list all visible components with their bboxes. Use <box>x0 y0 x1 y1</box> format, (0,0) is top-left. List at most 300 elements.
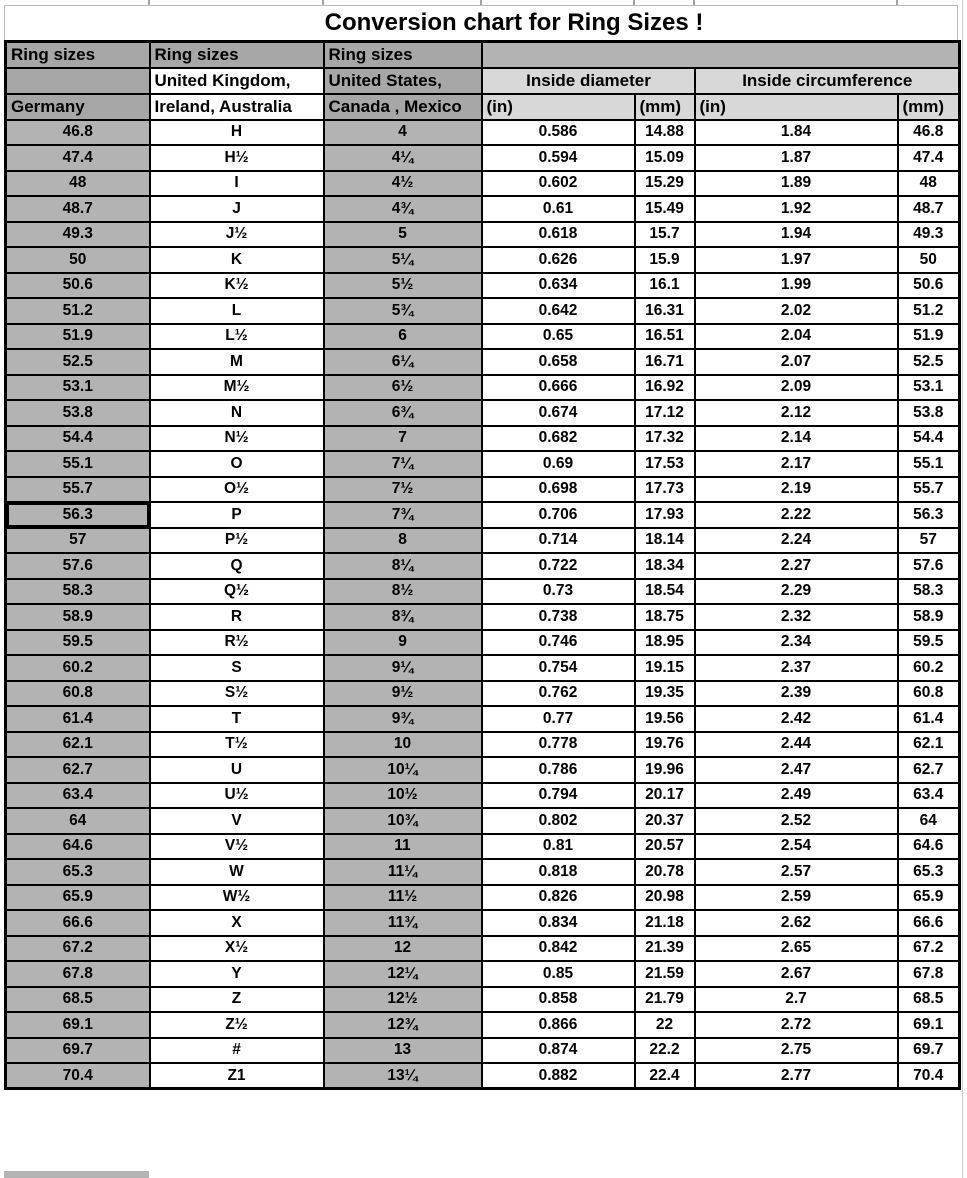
table-cell: 2.22 <box>695 502 898 528</box>
table-row <box>6 196 960 222</box>
table-cell: 1.84 <box>695 120 898 146</box>
table-cell: 1.99 <box>695 273 898 299</box>
table-cell: 0.834 <box>482 910 635 936</box>
table-cell: 11¼ <box>324 859 482 885</box>
table-cell: 0.61 <box>482 196 635 222</box>
table-cell: 48.7 <box>6 196 150 222</box>
table-cell: 46.8 <box>6 120 150 146</box>
table-cell: 2.04 <box>695 324 898 350</box>
conversion-table <box>4 40 961 1090</box>
table-cell: 17.12 <box>635 400 695 426</box>
table-cell: 68.5 <box>6 987 150 1013</box>
table-cell: 0.586 <box>482 120 635 146</box>
table-cell: 65.9 <box>898 885 960 911</box>
header-ring-sizes-uk: Ring sizes <box>150 42 324 68</box>
table-cell: 0.746 <box>482 630 635 656</box>
table-cell: 8¼ <box>324 553 482 579</box>
table-cell: 2.52 <box>695 808 898 834</box>
table-cell: Y <box>150 961 324 987</box>
table-cell: M½ <box>150 375 324 401</box>
table-cell: 60.8 <box>6 681 150 707</box>
table-cell: 0.602 <box>482 171 635 197</box>
table-cell: 54.4 <box>898 426 960 452</box>
table-cell: N½ <box>150 426 324 452</box>
table-cell: W <box>150 859 324 885</box>
table-cell: 5½ <box>324 273 482 299</box>
table-cell: 2.62 <box>695 910 898 936</box>
table-cell: 53.1 <box>6 375 150 401</box>
table-cell: 5¼ <box>324 247 482 273</box>
table-row <box>6 120 960 146</box>
table-cell: Z½ <box>150 1012 324 1038</box>
table-cell: 2.09 <box>695 375 898 401</box>
table-row <box>6 910 960 936</box>
table-cell: 56.3 <box>898 502 960 528</box>
table-cell: Z <box>150 987 324 1013</box>
table-cell: 18.75 <box>635 604 695 630</box>
table-row <box>6 885 960 911</box>
table-cell: 2.72 <box>695 1012 898 1038</box>
table-cell: 2.27 <box>695 553 898 579</box>
table-cell: R½ <box>150 630 324 656</box>
table-row <box>6 732 960 758</box>
table-cell: 57 <box>898 528 960 554</box>
table-cell: 9 <box>324 630 482 656</box>
table-cell: 54.4 <box>6 426 150 452</box>
table-cell: 67.8 <box>898 961 960 987</box>
table-cell: O <box>150 451 324 477</box>
table-cell: 0.69 <box>482 451 635 477</box>
table-row <box>6 349 960 375</box>
table-cell: K <box>150 247 324 273</box>
table-cell: 8½ <box>324 579 482 605</box>
table-row <box>6 706 960 732</box>
header-circumference-in-unit: (in) <box>695 94 898 120</box>
table-cell: U <box>150 757 324 783</box>
table-cell: 9½ <box>324 681 482 707</box>
table-row <box>6 171 960 197</box>
table-cell: 19.15 <box>635 655 695 681</box>
table-cell: 62.7 <box>6 757 150 783</box>
table-cell: 5 <box>324 222 482 248</box>
table-cell: 7½ <box>324 477 482 503</box>
table-body <box>6 120 960 1089</box>
table-cell: 1.92 <box>695 196 898 222</box>
table-cell: 0.842 <box>482 936 635 962</box>
table-cell: 1.87 <box>695 145 898 171</box>
table-cell: 2.29 <box>695 579 898 605</box>
table-cell: 0.738 <box>482 604 635 630</box>
table-cell: 15.9 <box>635 247 695 273</box>
table-cell: 58.3 <box>898 579 960 605</box>
table-cell: 21.79 <box>635 987 695 1013</box>
table-cell: 58.9 <box>898 604 960 630</box>
table-cell: L½ <box>150 324 324 350</box>
table-cell: 15.29 <box>635 171 695 197</box>
table-cell: 17.73 <box>635 477 695 503</box>
table-cell: 50.6 <box>6 273 150 299</box>
table-cell: 2.42 <box>695 706 898 732</box>
table-cell: 15.7 <box>635 222 695 248</box>
table-cell: 0.882 <box>482 1063 635 1089</box>
table-cell: 0.794 <box>482 783 635 809</box>
table-cell: 0.874 <box>482 1038 635 1064</box>
table-cell: 0.762 <box>482 681 635 707</box>
sheet-edge-gridline <box>962 0 963 1178</box>
table-cell: 2.49 <box>695 783 898 809</box>
table-cell: 8 <box>324 528 482 554</box>
table-cell: 0.666 <box>482 375 635 401</box>
table-cell: 60.2 <box>6 655 150 681</box>
table-cell: 67.2 <box>898 936 960 962</box>
table-cell: 59.5 <box>898 630 960 656</box>
table-cell: R <box>150 604 324 630</box>
table-cell: H <box>150 120 324 146</box>
table-row <box>6 961 960 987</box>
table-cell: 18.14 <box>635 528 695 554</box>
table-cell: 0.642 <box>482 298 635 324</box>
table-cell: 0.778 <box>482 732 635 758</box>
table-cell: 50 <box>6 247 150 273</box>
table-cell: 0.626 <box>482 247 635 273</box>
table-cell: 51.2 <box>898 298 960 324</box>
table-cell: 68.5 <box>898 987 960 1013</box>
table-cell: 60.8 <box>898 681 960 707</box>
table-cell: P <box>150 502 324 528</box>
table-cell: 65.9 <box>6 885 150 911</box>
table-cell: 22.4 <box>635 1063 695 1089</box>
table-cell: 0.706 <box>482 502 635 528</box>
table-cell: 57.6 <box>6 553 150 579</box>
table-cell: 0.81 <box>482 834 635 860</box>
table-cell: 59.5 <box>6 630 150 656</box>
table-cell: N <box>150 400 324 426</box>
table-cell: 69.1 <box>6 1012 150 1038</box>
table-cell: 16.51 <box>635 324 695 350</box>
table-cell: 55.7 <box>898 477 960 503</box>
table-cell: J½ <box>150 222 324 248</box>
table-cell: 0.85 <box>482 961 635 987</box>
table-row <box>6 1063 960 1089</box>
table-cell: 7¼ <box>324 451 482 477</box>
table-cell: 47.4 <box>898 145 960 171</box>
table-cell: 15.09 <box>635 145 695 171</box>
table-cell: 64.6 <box>6 834 150 860</box>
table-cell: 22 <box>635 1012 695 1038</box>
table-cell: P½ <box>150 528 324 554</box>
table-cell: 55.7 <box>6 477 150 503</box>
table-cell: 1.89 <box>695 171 898 197</box>
table-cell: 0.858 <box>482 987 635 1013</box>
table-cell: 50.6 <box>898 273 960 299</box>
table-cell: 69.1 <box>898 1012 960 1038</box>
table-row <box>6 1038 960 1064</box>
table-row <box>6 145 960 171</box>
table-cell: 50 <box>898 247 960 273</box>
table-row <box>6 247 960 273</box>
table-cell: 0.658 <box>482 349 635 375</box>
table-cell: Z1 <box>150 1063 324 1089</box>
table-cell: 19.76 <box>635 732 695 758</box>
table-row <box>6 298 960 324</box>
table-cell: 51.9 <box>898 324 960 350</box>
table-row <box>6 375 960 401</box>
table-cell: 6¾ <box>324 400 482 426</box>
table-row <box>6 936 960 962</box>
table-cell: 66.6 <box>898 910 960 936</box>
table-row <box>6 808 960 834</box>
table-cell: 20.17 <box>635 783 695 809</box>
table-cell: 10¼ <box>324 757 482 783</box>
table-cell: 0.826 <box>482 885 635 911</box>
table-cell: Q½ <box>150 579 324 605</box>
next-row-stub <box>4 1171 149 1178</box>
table-row <box>6 859 960 885</box>
table-cell: 0.594 <box>482 145 635 171</box>
table-cell: 21.39 <box>635 936 695 962</box>
table-cell: 17.32 <box>635 426 695 452</box>
table-cell: 2.75 <box>695 1038 898 1064</box>
table-cell: 17.93 <box>635 502 695 528</box>
table-cell: 0.77 <box>482 706 635 732</box>
table-row <box>6 681 960 707</box>
header-us-line1: United States, <box>324 68 482 94</box>
table-cell: 4¼ <box>324 145 482 171</box>
table-cell: 2.17 <box>695 451 898 477</box>
table-cell: X½ <box>150 936 324 962</box>
table-cell: 2.02 <box>695 298 898 324</box>
table-cell: 48 <box>898 171 960 197</box>
header-inside-circumference: Inside circumference <box>695 68 960 94</box>
table-cell: 60.2 <box>898 655 960 681</box>
table-cell: 4 <box>324 120 482 146</box>
table-cell: 12¾ <box>324 1012 482 1038</box>
table-row <box>6 553 960 579</box>
table-cell: 7 <box>324 426 482 452</box>
table-row <box>6 987 960 1013</box>
table-cell: 2.47 <box>695 757 898 783</box>
table-cell: 2.57 <box>695 859 898 885</box>
table-cell: 46.8 <box>898 120 960 146</box>
table-cell: 0.714 <box>482 528 635 554</box>
table-cell: 2.12 <box>695 400 898 426</box>
table-cell: 49.3 <box>898 222 960 248</box>
table-cell: 2.34 <box>695 630 898 656</box>
table-cell: J <box>150 196 324 222</box>
table-cell: 0.754 <box>482 655 635 681</box>
table-cell: 2.65 <box>695 936 898 962</box>
table-cell: 2.24 <box>695 528 898 554</box>
table-cell: 16.71 <box>635 349 695 375</box>
table-cell: 0.802 <box>482 808 635 834</box>
table-cell: 18.34 <box>635 553 695 579</box>
table-cell: 11½ <box>324 885 482 911</box>
table-cell: W½ <box>150 885 324 911</box>
table-cell: 64 <box>6 808 150 834</box>
table-cell: 0.618 <box>482 222 635 248</box>
table-cell: 0.866 <box>482 1012 635 1038</box>
table-cell: 11 <box>324 834 482 860</box>
table-cell: 20.57 <box>635 834 695 860</box>
table-cell: 16.92 <box>635 375 695 401</box>
table-cell: 13¼ <box>324 1063 482 1089</box>
table-cell: 69.7 <box>898 1038 960 1064</box>
table-cell: 5¾ <box>324 298 482 324</box>
table-cell: 20.98 <box>635 885 695 911</box>
table-cell: 0.65 <box>482 324 635 350</box>
table-cell: 19.96 <box>635 757 695 783</box>
table-cell: 61.4 <box>6 706 150 732</box>
header-diameter-mm-unit: (mm) <box>635 94 695 120</box>
header-uk-line1: United Kingdom, <box>150 68 324 94</box>
table-cell: Q <box>150 553 324 579</box>
table-cell: 9¼ <box>324 655 482 681</box>
table-row <box>6 273 960 299</box>
table-cell: 2.07 <box>695 349 898 375</box>
table-cell: 61.4 <box>898 706 960 732</box>
table-cell: H½ <box>150 145 324 171</box>
header-inside-diameter: Inside diameter <box>482 68 695 94</box>
table-cell: 2.7 <box>695 987 898 1013</box>
table-cell: 63.4 <box>898 783 960 809</box>
table-cell: 11¾ <box>324 910 482 936</box>
table-row <box>6 579 960 605</box>
table-cell: 8¾ <box>324 604 482 630</box>
table-cell: 12½ <box>324 987 482 1013</box>
table-cell: 52.5 <box>898 349 960 375</box>
table-row <box>6 426 960 452</box>
header-uk-line2: Ireland, Australia <box>150 94 324 120</box>
table-cell: 2.67 <box>695 961 898 987</box>
table-row <box>6 655 960 681</box>
table-cell: 22.2 <box>635 1038 695 1064</box>
table-cell: 57.6 <box>898 553 960 579</box>
table-cell: 13 <box>324 1038 482 1064</box>
table-cell: 0.722 <box>482 553 635 579</box>
table-cell: 2.14 <box>695 426 898 452</box>
table-row <box>6 1012 960 1038</box>
table-row <box>6 222 960 248</box>
table-cell: 51.2 <box>6 298 150 324</box>
table-cell: 55.1 <box>6 451 150 477</box>
header-row-regions-2 <box>6 94 960 120</box>
table-cell: 20.78 <box>635 859 695 885</box>
table-row <box>6 502 960 528</box>
table-cell: 48 <box>6 171 150 197</box>
table-cell: 10¾ <box>324 808 482 834</box>
table-cell: 64.6 <box>898 834 960 860</box>
table-cell: 0.73 <box>482 579 635 605</box>
table-cell: 55.1 <box>898 451 960 477</box>
table-cell: V <box>150 808 324 834</box>
table-cell: 2.44 <box>695 732 898 758</box>
table-cell: 62.7 <box>898 757 960 783</box>
table-cell: T <box>150 706 324 732</box>
table-cell: 2.77 <box>695 1063 898 1089</box>
table-row <box>6 783 960 809</box>
header-germany-empty <box>6 68 150 94</box>
table-cell: L <box>150 298 324 324</box>
table-cell: 0.698 <box>482 477 635 503</box>
table-cell: K½ <box>150 273 324 299</box>
active-cell: 56.3 <box>6 502 150 528</box>
table-cell: 15.49 <box>635 196 695 222</box>
table-cell: 2.59 <box>695 885 898 911</box>
table-cell: 2.37 <box>695 655 898 681</box>
table-cell: 9¾ <box>324 706 482 732</box>
table-cell: 69.7 <box>6 1038 150 1064</box>
table-cell: V½ <box>150 834 324 860</box>
table-cell: 1.94 <box>695 222 898 248</box>
table-cell: 62.1 <box>898 732 960 758</box>
header-diameter-in-unit: (in) <box>482 94 635 120</box>
header-ring-sizes-germany: Ring sizes <box>6 42 150 68</box>
table-row <box>6 400 960 426</box>
table-cell: 0.682 <box>482 426 635 452</box>
table-cell: 0.786 <box>482 757 635 783</box>
table-cell: 19.35 <box>635 681 695 707</box>
table-cell: 21.18 <box>635 910 695 936</box>
table-row <box>6 630 960 656</box>
table-cell: 47.4 <box>6 145 150 171</box>
header-germany-label: Germany <box>6 94 150 120</box>
table-cell: 7¾ <box>324 502 482 528</box>
page-title: Conversion chart for Ring Sizes ! <box>4 5 958 40</box>
table-cell: 18.54 <box>635 579 695 605</box>
header-ring-sizes-us: Ring sizes <box>324 42 482 68</box>
table-cell: 4½ <box>324 171 482 197</box>
table-cell: 58.9 <box>6 604 150 630</box>
table-cell: 12 <box>324 936 482 962</box>
table-cell: 57 <box>6 528 150 554</box>
table-header <box>6 42 960 120</box>
table-cell: 49.3 <box>6 222 150 248</box>
table-cell: 4¾ <box>324 196 482 222</box>
table-cell: 2.32 <box>695 604 898 630</box>
table-cell: 21.59 <box>635 961 695 987</box>
table-cell: 1.97 <box>695 247 898 273</box>
table-cell: 6½ <box>324 375 482 401</box>
table-cell: 53.8 <box>898 400 960 426</box>
table-cell: O½ <box>150 477 324 503</box>
table-cell: 10½ <box>324 783 482 809</box>
table-cell: 0.818 <box>482 859 635 885</box>
header-circumference-mm-unit: (mm) <box>898 94 960 120</box>
table-cell: I <box>150 171 324 197</box>
table-cell: 53.1 <box>898 375 960 401</box>
table-cell: 6¼ <box>324 349 482 375</box>
table-cell: 12¼ <box>324 961 482 987</box>
table-cell: 70.4 <box>898 1063 960 1089</box>
table-row <box>6 834 960 860</box>
table-cell: S½ <box>150 681 324 707</box>
table-cell: S <box>150 655 324 681</box>
table-cell: 48.7 <box>898 196 960 222</box>
table-cell: 6 <box>324 324 482 350</box>
table-cell: 51.9 <box>6 324 150 350</box>
table-cell: 19.56 <box>635 706 695 732</box>
table-cell: 16.31 <box>635 298 695 324</box>
table-row <box>6 451 960 477</box>
table-cell: 17.53 <box>635 451 695 477</box>
table-cell: 52.5 <box>6 349 150 375</box>
table-cell: 53.8 <box>6 400 150 426</box>
table-cell: 16.1 <box>635 273 695 299</box>
table-row <box>6 324 960 350</box>
table-cell: 66.6 <box>6 910 150 936</box>
table-cell: 2.39 <box>695 681 898 707</box>
table-cell: 14.88 <box>635 120 695 146</box>
